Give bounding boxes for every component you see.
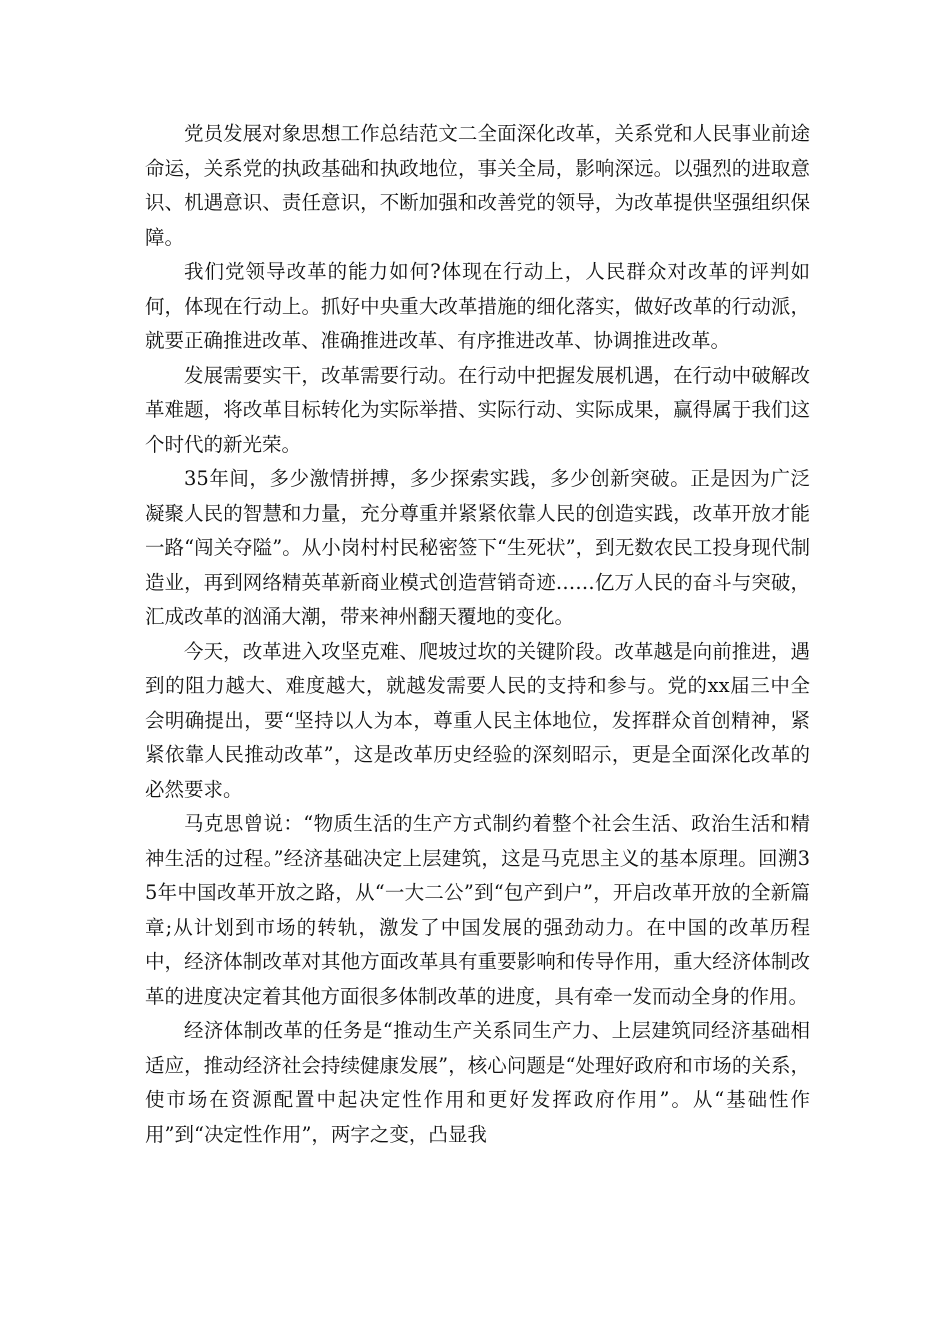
paragraph-7: 经济体制改革的任务是“推动生产关系同生产力、上层建筑同经济基础相适应，推动经济社会持续健康发展”，核心问题是“处理好政府和市场的关系，使市场在资源配置中起决定性作用和更好发挥政府作用”。从“基础性作用”到“决定性作用”，两字之变，凸显我 (145, 1019, 810, 1146)
document-page (145, 117, 810, 1152)
paragraph-2: 我们党领导改革的能力如何?体现在行动上，人民群众对改革的评判如何，体现在行动上。抓好中央重大改革措施的细化落实，做好改革的行动派，就要正确推进改革、准确推进改革、有序推进改革、协调推进改革。 (145, 260, 810, 352)
paragraph-4: 35年间，多少激情拼搏，多少探索实践，多少创新突破。正是因为广泛凝聚人民的智慧和力量，充分尊重并紧紧依靠人民的创造实践，改革开放才能一路“闯关夺隘”。从小岗村村民秘密签下“生死状”，到无数农民工投身现代制造业，再到网络精英革新商业模式创造营销奇迹……亿万人民的奋斗与突破，汇成改革的汹涌大潮，带来神州翻天覆地的变化。 (145, 467, 810, 628)
paragraph-6: 马克思曾说：“物质生活的生产方式制约着整个社会生活、政治生活和精神生活的过程。”经济基础决定上层建筑，这是马克思主义的基本原理。回溯35年中国改革开放之路，从“一大二公”到“包产到户”，开启改革开放的全新篇章;从计划到市场的转轨，激发了中国发展的强劲动力。在中国的改革历程中，经济体制改革对其他方面改革具有重要影响和传导作用，重大经济体制改革的进度决定着其他方面很多体制改革的进度，具有牵一发而动全身的作用。 (145, 812, 810, 1008)
paragraph-5: 今天，改革进入攻坚克难、爬坡过坎的关键阶段。改革越是向前推进，遇到的阻力越大、难度越大，就越发需要人民的支持和参与。党的xx届三中全会明确提出，要“坚持以人为本，尊重人民主体地位，发挥群众首创精神，紧紧依靠人民推动改革”，这是改革历史经验的深刻昭示，更是全面深化改革的必然要求。 (145, 639, 810, 801)
paragraph-3: 发展需要实干，改革需要行动。在行动中把握发展机遇，在行动中破解改革难题，将改革目标转化为实际举措、实际行动、实际成果，赢得属于我们这个时代的新光荣。 (145, 363, 810, 456)
paragraph-1: 党员发展对象思想工作总结范文二全面深化改革，关系党和人民事业前途命运，关系党的执政基础和执政地位，事关全局，影响深远。以强烈的进取意识、机遇意识、责任意识，不断加强和改善党的领导，为改革提供坚强组织保障。 (145, 122, 810, 249)
